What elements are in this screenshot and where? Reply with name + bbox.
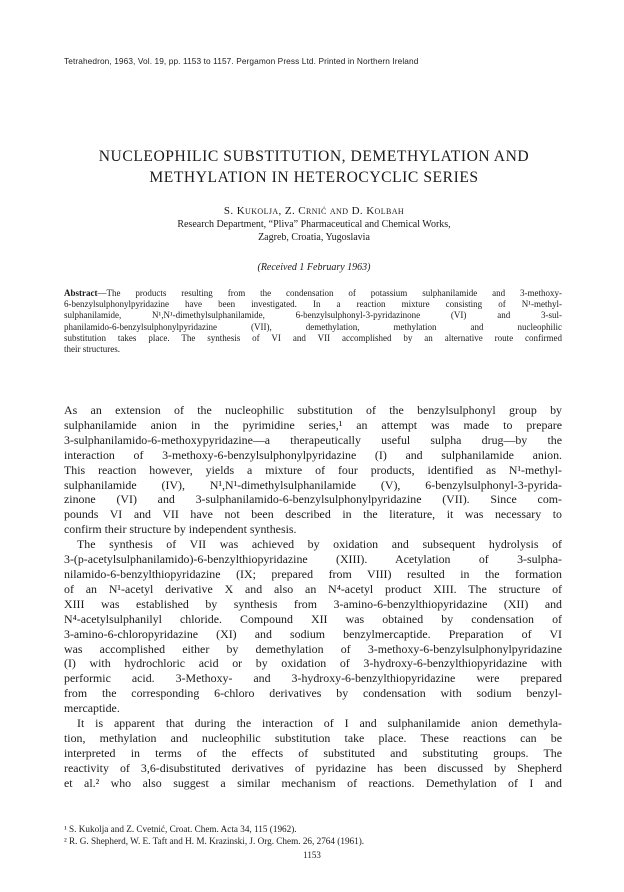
body-line: sulphanilamide anion in the pyrimidine series,¹ an attempt was made to prepare bbox=[64, 417, 562, 432]
abstract-lead: Abstract bbox=[64, 288, 98, 298]
affiliation-line-2: Zagreb, Croatia, Yugoslavia bbox=[258, 231, 370, 243]
page-number: 1153 bbox=[303, 850, 321, 860]
abstract bbox=[64, 288, 562, 355]
body-line: This reaction however, yields a mixture of four products, identified as N¹-methyl- bbox=[64, 462, 562, 477]
body-line: The synthesis of VII was achieved by oxidation and subsequent hydrolysis of bbox=[77, 537, 562, 552]
body-line: et al.² who also suggest a similar mechanism of reactions. Demethylation of I and bbox=[64, 775, 562, 790]
body-line: 3-sulphanilamido-6-methoxypyridazine—a therapeutically useful sulpha drug—by the bbox=[64, 432, 562, 447]
abstract-line: their structures. bbox=[64, 344, 120, 355]
affiliation-line-1: Research Department, “Pliva” Pharmaceutical and Chemical Works, bbox=[177, 219, 451, 230]
body-line: interaction of 3-methoxy-6-benzylsulphonylpyridazine (I) and sulphanilamide anion. bbox=[64, 447, 562, 462]
body-line: As an extension of the nucleophilic substitution of the benzylsulphonyl group by bbox=[64, 403, 562, 417]
body-line: confirm their structure by independent synthesis. bbox=[64, 522, 297, 537]
abstract-line bbox=[64, 288, 562, 299]
body-line: interpreted in terms of the effects of substituted and substituting groups. The bbox=[64, 745, 562, 760]
body-line: tion, methylation and nucleophilic substitution take place. These reactions can be bbox=[64, 730, 562, 745]
body-line: reactivity of 3,6-disubstituted derivatives of pyridazine has been discussed by Shepherd bbox=[64, 760, 562, 775]
body-line: performic acid. 3-Methoxy- and 3-hydroxy-6-benzylthiopyridazine were prepared bbox=[64, 671, 562, 686]
affiliation bbox=[64, 219, 564, 244]
abstract-line: 6-benzylsulphonylpyridazine have been investigated. In a reaction mixture consisting of N¹-methyl- bbox=[64, 299, 562, 310]
received-date: (Received 1 February 1963) bbox=[257, 262, 371, 273]
footnote-1: ¹ S. Kukolja and Z. Cvetnić, Croat. Chem. Acta 34, 115 (1962). bbox=[64, 824, 297, 834]
body-line: of an N¹-acetyl derivative X and also an N⁴-acetyl product XIII. The structure of bbox=[64, 581, 562, 596]
footnotes bbox=[64, 824, 562, 847]
body-line: pounds VI and VII have not been described in the literature, it was necessary to bbox=[64, 507, 562, 522]
title-line-2: METHYLATION IN HETEROCYCLIC SERIES bbox=[149, 169, 479, 186]
abstract-line: phanilamido-6-benzylsulphonylpyridazine (VII), demethylation, methylation and nucleophilic bbox=[64, 321, 562, 332]
body-line: mercaptide. bbox=[64, 701, 120, 716]
body-line: from the corresponding 6-chloro derivatives by condensation with sodium benzyl- bbox=[64, 686, 562, 701]
body-line: was accomplished either by demethylation of 3-methoxy-6-benzylsulphonylpyridazine bbox=[64, 641, 562, 656]
title-line-1: NUCLEOPHILIC SUBSTITUTION, DEMETHYLATION AND bbox=[98, 148, 530, 165]
body-line: zinone (VI) and 3-sulphanilamido-6-benzylsulphonylpyridazine (VII). Since com- bbox=[64, 492, 562, 507]
body-line: N⁴-acetylsulphanilyl chloride. Compound XII was obtained by condensation of bbox=[64, 611, 562, 626]
body-line: nilamido-6-benzylthiopyridazine (IX; prepared from VIII) resulted in the formation bbox=[64, 566, 562, 581]
authors: S. Kukolja, Z. Crnić and D. Kolbah bbox=[223, 205, 405, 217]
body-line: It is apparent that during the interaction of I and sulphanilamide anion demethyla- bbox=[77, 716, 562, 731]
abstract-line: substitution takes place. The synthesis of VI and VII accomplished by an alternative route confirmed bbox=[64, 332, 562, 343]
body-line: (I) with hydrochloric acid or by oxidation of 3-hydroxy-6-benzylthiopyridazine with bbox=[64, 656, 562, 671]
body-line: sulphanilamide (IV), N¹,N¹-dimethylsulphanilamide (V), 6-benzylsulphonyl-3-pyrida- bbox=[64, 477, 562, 492]
footnote-2: ² R. G. Shepherd, W. E. Taft and H. M. Krazinski, J. Org. Chem. 26, 2764 (1961). bbox=[64, 835, 365, 846]
journal-header: Tetrahedron, 1963, Vol. 19, pp. 1153 to 1157. Pergamon Press Ltd. Printed in Northern Ireland bbox=[64, 56, 419, 66]
article-title bbox=[64, 146, 564, 188]
abstract-line: sulphanilamide, N¹,N¹-dimethylsulphanilamide, 6-benzylsulphonyl-3-pyridazinone (VI) and 3-sul- bbox=[64, 310, 562, 321]
body-line: XIII was established by synthesis from 3-amino-6-benzylthiopyridazine (XII) and bbox=[64, 596, 562, 611]
body-text bbox=[64, 403, 562, 791]
abstract-line-text: —The products resulting from the condensation of potassium sulphanilamide and 3-methoxy- bbox=[97, 288, 562, 298]
body-line: 3-(p-acetylsulphanilamido)-6-benzylthiopyridazine (XIII). Acetylation of 3-sulpha- bbox=[64, 552, 562, 567]
body-line: 3-amino-6-chloropyridazine (XI) and sodium benzylmercaptide. Preparation of VI bbox=[64, 626, 562, 641]
